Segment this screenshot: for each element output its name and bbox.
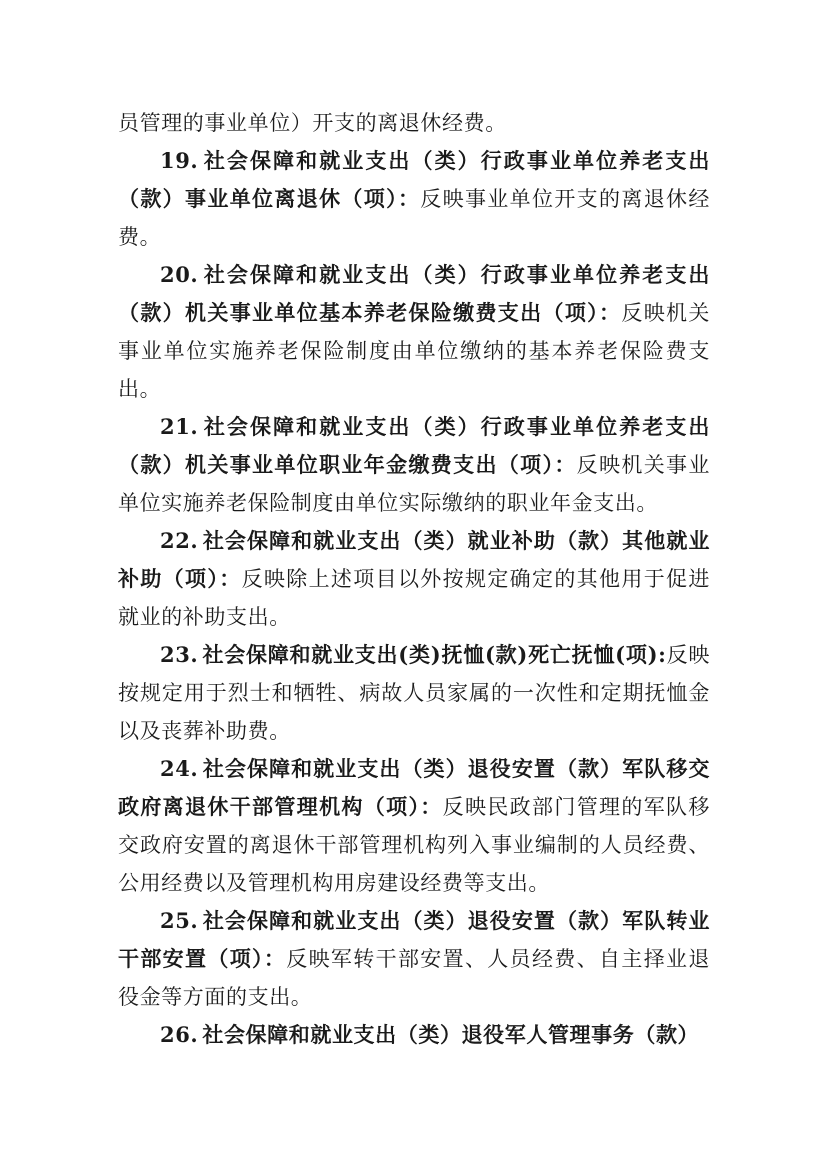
item-text: 反映民政部门管理的军队移交政府安置的离退休干部管理机构列入事业编制的人员经费、公用经费以及管理机构用房建设经费等支出。 xyxy=(118,795,711,895)
item-text: 反映按规定用于烈士和牺牲、病故人员家属的一次性和定期抚恤金以及丧葬补助费。 xyxy=(118,643,710,743)
item-text: 反映机关事业单位实施养老保险制度由单位实际缴纳的职业年金支出。 xyxy=(118,453,710,515)
item-heading: 社会保障和就业支出（类）就业补助（款）其他就业补助（项）： xyxy=(118,528,710,591)
item-number: 22. xyxy=(160,528,199,553)
item-number: 20. xyxy=(160,262,199,287)
item-heading: 社会保障和就业支出（类）行政事业单位养老支出（款）事业单位离退休（项）： xyxy=(118,148,710,211)
list-item xyxy=(118,750,710,902)
item-number: 24. xyxy=(160,756,199,781)
list-item xyxy=(118,142,710,256)
item-text: 反映除上述项目以外按规定确定的其他用于促进就业的补助支出。 xyxy=(118,567,710,629)
list-item xyxy=(118,902,710,1016)
list-item xyxy=(118,522,710,636)
item-heading: 社会保障和就业支出（类）退役安置（款）军队转业干部安置（项）： xyxy=(118,908,710,971)
item-number: 19. xyxy=(160,148,199,173)
list-item xyxy=(118,636,710,750)
item-number: 23. xyxy=(160,642,199,667)
item-heading: 社会保障和就业支出（类）退役军人管理事务（款） xyxy=(202,1022,700,1047)
list-item xyxy=(118,408,710,522)
item-number: 26. xyxy=(160,1022,199,1047)
item-text: 反映事业单位开支的离退休经费。 xyxy=(118,187,710,249)
list-item xyxy=(118,1016,710,1054)
item-heading: 社会保障和就业支出(类)抚恤(款)死亡抚恤(项): xyxy=(202,642,667,667)
item-number: 25. xyxy=(160,908,199,933)
item-text: 反映军转干部安置、人员经费、自主择业退役金等方面的支出。 xyxy=(118,947,710,1009)
item-heading: 社会保障和就业支出（类）退役安置（款）军队移交政府离退休干部管理机构（项）： xyxy=(118,756,710,819)
item-heading: 社会保障和就业支出（类）行政事业单位养老支出（款）机关事业单位职业年金缴费支出（项）： xyxy=(118,414,710,477)
item-text: 反映机关事业单位实施养老保险制度由单位缴纳的基本养老保险费支出。 xyxy=(118,301,710,401)
document-page xyxy=(118,104,710,1054)
item-number: 21. xyxy=(160,414,199,439)
intro-continuation: 员管理的事业单位）开支的离退休经费。 xyxy=(118,111,507,135)
item-heading: 社会保障和就业支出（类）行政事业单位养老支出（款）机关事业单位基本养老保险缴费支出（项）： xyxy=(118,262,710,325)
list-item xyxy=(118,256,710,408)
